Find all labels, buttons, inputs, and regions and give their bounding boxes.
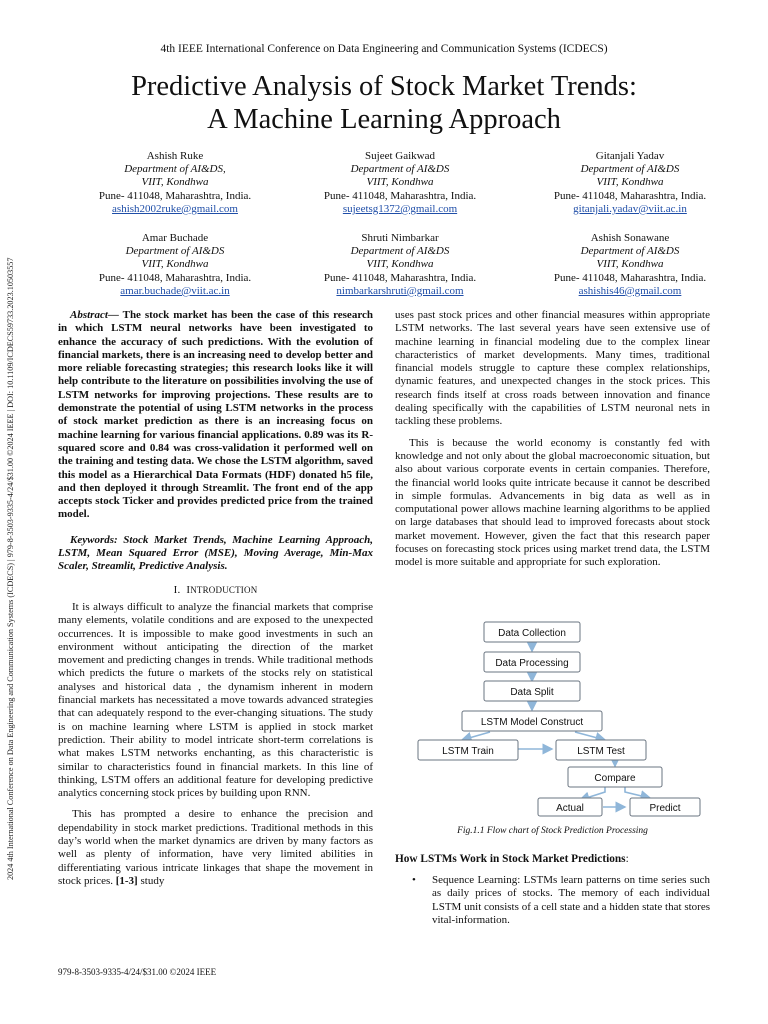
section-initial: I	[186, 583, 191, 596]
section-title: NTRODUCTION	[190, 584, 258, 595]
bullet-text: Sequence Learning: LSTMs learn patterns on time series such as daily prices of stocks. The memory of each individual LSTM unit consists of a cell state and a hidden state that stores vital-information.	[432, 874, 710, 926]
flow-node-label: LSTM Model Construct	[480, 717, 584, 728]
flow-node-label: Data Processing	[495, 658, 569, 669]
flow-node-label: LSTM Test	[577, 746, 625, 757]
flow-node-label: Data Collection	[498, 628, 566, 639]
author-name: Sujeet Gaikwad	[365, 150, 435, 162]
flow-node-label: Actual	[556, 803, 584, 814]
abstract-label: Abstract—	[70, 309, 119, 321]
flow-arrow	[575, 732, 605, 740]
author-dept: Department of AI&DS,	[124, 163, 226, 176]
author-address: Pune- 411048, Maharashtra, India.	[323, 271, 477, 284]
author-dept: Department of AI&DS	[125, 245, 225, 258]
author-address: Pune- 411048, Maharashtra, India.	[553, 271, 707, 284]
author-email-link[interactable]: gitanjali.yadav@viit.ac.in	[573, 202, 687, 215]
abstract-text: The stock market has been the case of this research in which LSTM neural networks have been investigated to enhance the accuracy of such predictions. With the evolution of financial markets, there is an increasing need to develop better and more reliable forecasting strategies; this research looks like it will help contribute to the literature on possibilities involving the use of LSTM networks for improving projections. These results are to demonstrate the potential of using LSTM networks in the process of stock market prediction as there is an increasing focus on machine learning for various financial applications. 0.89 was its R-squared score and 0.84 was cross-validation it performed well on the training and testing data. We chose the LSTM algorithm, saved this model as a Hierarchical Data Formats (HDF) donated h5 file, and then deployed it through Streamlit. The front end of the app accepts stock Ticker and provides predicted price from the trained model.	[58, 309, 373, 521]
author-inst: VIIT, Kondhwa	[141, 258, 209, 271]
section-number: I.	[173, 583, 181, 596]
citation-ref[interactable]: [1-3]	[115, 874, 138, 887]
author-inst: VIIT, Kondhwa	[141, 176, 209, 189]
subsection-heading	[395, 853, 710, 865]
author-dept: Department of AI&DS	[580, 163, 680, 176]
flow-node-actual	[538, 798, 602, 816]
right-column	[395, 309, 710, 570]
author-email-link[interactable]: ashish2002ruke@gmail.com	[112, 202, 238, 215]
author-card	[285, 232, 515, 298]
title-line-2: A Machine Learning Approach	[207, 104, 561, 135]
author-inst: VIIT, Kondhwa	[596, 176, 664, 189]
author-name: Amar Buchade	[141, 232, 209, 244]
intro-paragraph-2	[58, 808, 373, 888]
intro-paragraph-1: It is always difficult to analyze the financial markets that comprise many elements, volatile conditions and are exposed to the unexpected occurrences. It is impossible to make good investments in such an environment without anticipating the direction of the market movement and predicting changes in trends. While traditional methods which predicts the future o markets of the stocks rely on statistical analyses and historical data , the dynamism inherent in modern financial markets has necessitated a move towards advanced strategies that can adequately respond to the ever-changing situations. The study is on machine learning where LSTM is applied in stock market prediction. Their ability to model intricate short-term correlations is what makes LSTM networks enchanting, as this characteristic is similar to characteristics found in financial markets. In this line of thinking, LSTM offers an additional feature for developing predictive analytics concerning stock prices by building upon RNN.	[58, 600, 373, 800]
author-email-link[interactable]: amar.buchade@viit.ac.in	[120, 284, 230, 297]
subsection-heading-text: How LSTMs Work in Stock Market Predictions	[395, 853, 626, 865]
author-address: Pune- 411048, Maharashtra, India.	[98, 189, 252, 202]
flow-arrow	[462, 732, 490, 740]
author-card	[60, 232, 290, 298]
author-card	[515, 232, 745, 298]
intro-paragraph-2-tail: study	[137, 874, 165, 887]
flow-node-compare	[568, 767, 662, 787]
author-dept: Department of AI&DS	[350, 163, 450, 176]
author-inst: VIIT, Kondhwa	[366, 176, 434, 189]
author-name: Ashish Ruke	[146, 150, 204, 162]
author-card	[60, 150, 290, 216]
author-address: Pune- 411048, Maharashtra, India.	[553, 189, 707, 202]
right-paragraph-1: uses past stock prices and other financial measures within appropriate LSTM networks. The last several years have seen extensive use of machine learning in financial modeling due to the complex linear characteristics of market developments. Many times, traditional financial models struggle to capture these complex relationships, dynamic features, and unexpected changes in the stock prices. This research finds itself at cross roads between innovation and finance dealing specifically with the capabilities of LSTM neuronal nets in tackling these problems.	[395, 309, 710, 428]
author-card	[515, 150, 745, 216]
author-card	[285, 150, 515, 216]
bullet-item	[412, 874, 710, 927]
flow-node-lstm-model-construct	[462, 711, 602, 731]
flow-node-lstm-test	[556, 740, 646, 760]
flow-node-data-split	[484, 681, 580, 701]
author-email-link[interactable]: ashishis46@gmail.com	[578, 284, 682, 297]
paper-title	[60, 70, 708, 136]
flow-node-label: Data Split	[510, 687, 554, 698]
flow-arrow	[625, 787, 650, 798]
doi-side-note: 2024 4th International Conference on Data Engineering and Communication Systems (ICDECS) | 979-8-3503-9335-4/24/$31.00 ©2024 IEEE | DOI: 10.1109/ICDECS59733.2023.10503557	[6, 257, 15, 880]
author-dept: Department of AI&DS	[350, 245, 450, 258]
author-address: Pune- 411048, Maharashtra, India.	[98, 271, 252, 284]
author-inst: VIIT, Kondhwa	[596, 258, 664, 271]
flow-node-data-processing	[484, 652, 580, 672]
author-name: Gitanjali Yadav	[595, 150, 665, 162]
flow-node-lstm-train	[418, 740, 518, 760]
intro-paragraph-2-text: This has prompted a desire to enhance the precision and dependability in stock market predictions. Traditional methods in this day’s world when the market dynamics are driven by many factors as well as plenty of information, have very limited abilities in differentiating various intricate linkages that shape the movement in stock prices.	[58, 808, 373, 887]
footer-copyright: 979-8-3503-9335-4/24/$31.00 ©2024 IEEE	[58, 967, 217, 977]
author-dept: Department of AI&DS	[580, 245, 680, 258]
author-inst: VIIT, Kondhwa	[366, 258, 434, 271]
flow-node-label: Compare	[594, 773, 636, 784]
author-name: Ashish Sonawane	[590, 232, 670, 244]
figure-caption: Fig.1.1 Flow chart of Stock Prediction Processing	[457, 826, 648, 836]
bullet-dot-icon: •	[412, 874, 416, 886]
section-heading-introduction	[58, 584, 373, 597]
author-address: Pune- 411048, Maharashtra, India.	[323, 189, 477, 202]
right-paragraph-2: This is because the world economy is constantly fed with knowledge and not only about the global macroeconomic situation, but also about various corporate events in certain companies. Therefore, the financial world looks quite intricate because it cannot be described in simple formulas. Advancements in big data as well as in computational power allows machine learning algorithms to be applied on large databases that should lead to improved forecasts about stock market movement. However, given the fact that this research paper focuses on forecasting stock prices using market trend data, the LSTM model is more suitable and appropriate for such exploration.	[395, 436, 710, 569]
flow-node-data-collection	[484, 622, 580, 642]
abstract	[58, 309, 373, 522]
flow-node-label: Predict	[649, 803, 681, 814]
conference-header: 4th IEEE International Conference on Data Engineering and Communication Systems (ICDECS)	[160, 43, 608, 55]
flowchart-figure	[410, 612, 710, 830]
left-column	[58, 309, 373, 888]
subsection-heading-colon: :	[625, 853, 629, 865]
author-email-link[interactable]: nimbarkarshruti@gmail.com	[336, 284, 464, 297]
title-line-1: Predictive Analysis of Stock Market Trends:	[131, 71, 637, 102]
author-name: Shruti Nimbarkar	[361, 232, 439, 244]
flow-node-predict	[630, 798, 700, 816]
author-email-link[interactable]: sujeetsg1372@gmail.com	[342, 202, 458, 215]
flow-node-label: LSTM Train	[442, 746, 494, 757]
keywords: Keywords: Stock Market Trends, Machine Learning Approach, LSTM, Mean Squared Error (MSE), Moving Average, Min-Max Scaler, Streamlit, Predictive Analysis.	[58, 533, 373, 573]
